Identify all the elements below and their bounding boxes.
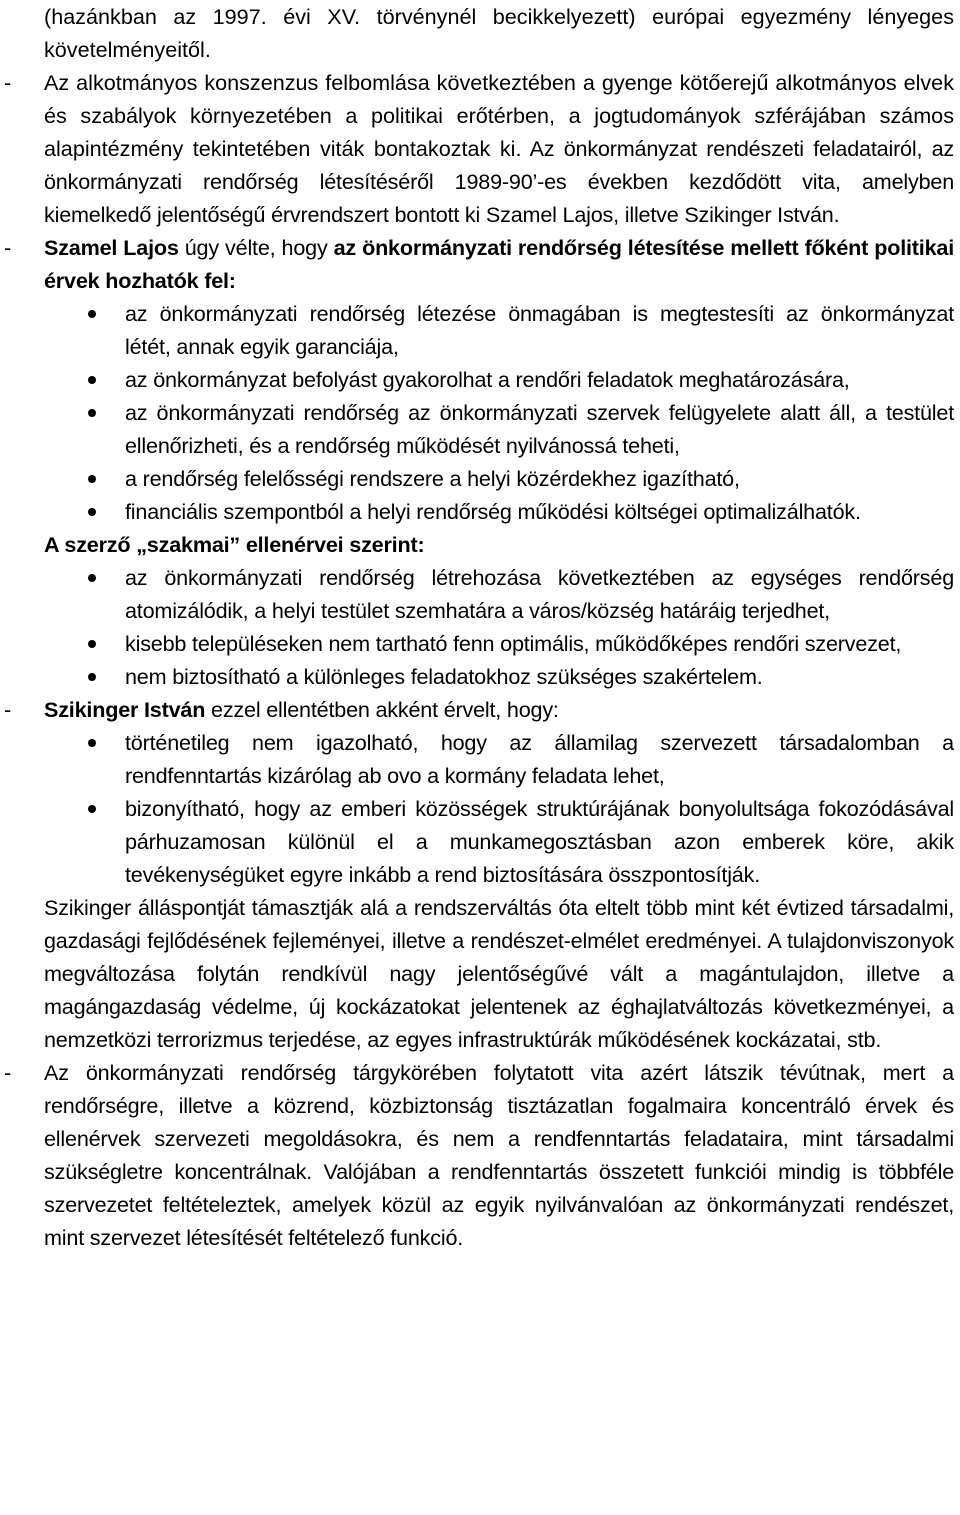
list-item: kisebb településeken nem tartható fenn optimális, működőképes rendőri szervezet, bbox=[44, 627, 954, 660]
szikinger-lead: ezzel ellentétben akként érvelt, hogy: bbox=[205, 697, 559, 722]
konszenzus-text-b: Az önkormányzat rendészeti feladatairól, az önkormányzati rendőrség létesítéséről 1989-90’-es években kezdődött vita, amelyben kiemelkedő jelentőségű érvrendszert bontott ki Szamel Lajos, illetve Szikinger István. bbox=[44, 136, 954, 227]
szerzo-heading-text: A szerző „szakmai” ellenérvei szerint: bbox=[44, 532, 425, 557]
list-item: bizonyítható, hogy az emberi közösségek struktúrájának bonyolultsága fokozódásával párhuzamosan különül el a munkamegosztásban azon emberek köre, akik tevékenységüket egyre inkább a rend biztosítására összpontosítják. bbox=[44, 792, 954, 891]
list-item: az önkormányzati rendőrség az önkormányzati szervek felügyelete alatt áll, a testület ellenőrizheti, és a rendőrség működését nyilvánossá teheti, bbox=[44, 396, 954, 462]
szerzo-list bbox=[44, 561, 954, 693]
szikinger-paragraph bbox=[4, 693, 954, 726]
szamel-lead: úgy vélte, hogy bbox=[178, 235, 334, 260]
list-item: a rendőrség felelősségi rendszere a helyi közérdekhez igazítható, bbox=[44, 462, 954, 495]
intro-paragraph: (hazánkban az 1997. évi XV. törvénynél becikkelyezett) európai egyezmény lényeges követelményeitől. bbox=[44, 4, 954, 62]
list-item: történetileg nem igazolható, hogy az államilag szervezett társadalomban a rendfenntartás kizárólag ab ovo a kormány feladata lehet, bbox=[44, 726, 954, 792]
list-item: az önkormányzati rendőrség létrehozása következtében az egységes rendőrség atomizálódik, a helyi testület szemhatára a város/község határáig terjedhet, bbox=[44, 561, 954, 627]
szikinger-followup-paragraph: Szikinger álláspontját támasztják alá a rendszerváltás óta eltelt több mint két évtized társadalmi, gazdasági fejlődésének fejleményei, illetve a rendészet-elmélet eredményei. A tulajdonviszonyok megváltozása folytán rendkívül nagy jelentőségűvé vált a magántulajdon, illetve a magángazdaság védelme, új kockázatokat jelentenek az éghajlatváltozás következményei, a nemzetközi terrorizmus terjedése, az egyes infrastruktúrák működésének kockázatai, stb. bbox=[44, 895, 954, 1052]
closing-paragraph: - Az önkormányzati rendőrség tárgykörében folytatott vita azért látszik tévútnak, mert a rendőrségre, illetve a közrend, közbiztonság tisztázatlan fogalmaira koncentráló érvek és ellenérvek szervezeti megoldásokra, és nem a rendfenntartás feladataira, mint társadalmi szükségletre koncentrálnak. Valójában a rendfenntartás összetett funkciói mindig is többféle szervezetet feltételeztek, amelyek közül az egyik nyilvánvalóan az önkormányzati rendészet, mint szervezet létesítését feltételező funkció. bbox=[4, 1056, 954, 1254]
szamel-paragraph bbox=[4, 231, 954, 297]
list-item: az önkormányzat befolyást gyakorolhat a rendőri feladatok meghatározására, bbox=[44, 363, 954, 396]
konszenzus-paragraph bbox=[4, 66, 954, 231]
szamel-name: Szamel Lajos bbox=[44, 235, 179, 260]
szerzo-heading bbox=[44, 528, 954, 561]
list-item: financiális szempontból a helyi rendőrség működési költségei optimalizálhatók. bbox=[44, 495, 954, 528]
szamel-bold-claim: az önkormányzati rendőrség létesítése mellett főként politikai érvek hozhatók fel: bbox=[44, 235, 954, 293]
szamel-list bbox=[44, 297, 954, 528]
list-item: az önkormányzati rendőrség létezése önmagában is megtestesíti az önkormányzat létét, annak egyik garanciája, bbox=[44, 297, 954, 363]
list-item: nem biztosítható a különleges feladatokhoz szükséges szakértelem. bbox=[44, 660, 954, 693]
szikinger-name: Szikinger István bbox=[44, 697, 206, 722]
szikinger-list bbox=[44, 726, 954, 891]
konszenzus-text-a: Az alkotmányos konszenzus felbomlása következtében a gyenge kötőerejű alkotmányos elvek és szabályok környezetében a politikai erőtérben, a jogtudományok szférájában számos alapintézmény tekintetében viták bontakoztak ki. bbox=[44, 70, 954, 161]
